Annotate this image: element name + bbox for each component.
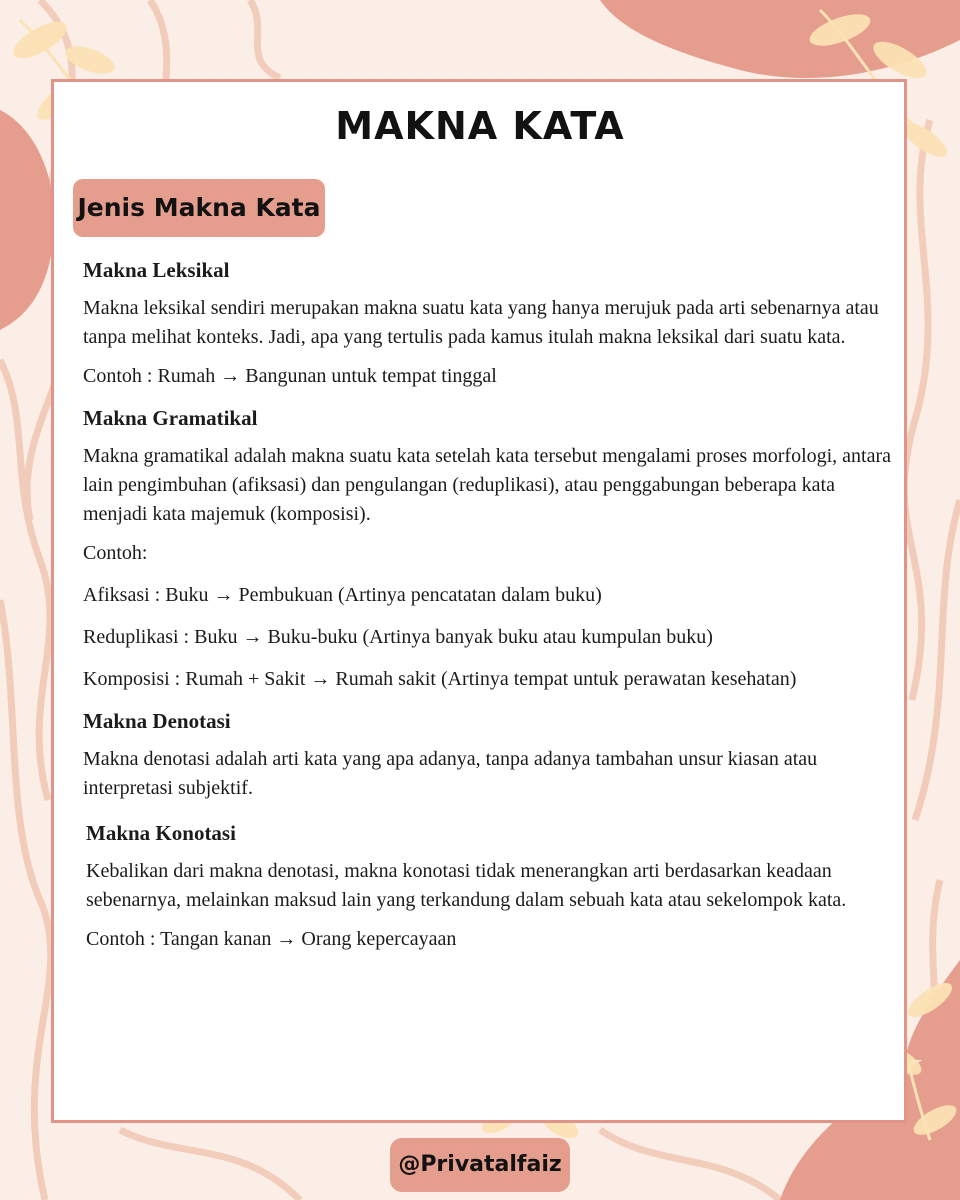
heading-gramatikal: Makna Gramatikal <box>83 406 258 430</box>
heading-konotasi: Makna Konotasi <box>86 821 236 845</box>
section-label: Jenis Makna Kata <box>73 179 325 237</box>
heading-leksikal: Makna Leksikal <box>83 258 230 282</box>
paragraph-denotasi: Makna denotasi adalah arti kata yang apa adanya, tanpa adanya tambahan unsur kiasan atau interpretasi subjektif. <box>83 748 818 799</box>
paragraph-konotasi: Kebalikan dari makna denotasi, makna konotasi tidak menerangkan arti berdasarkan keadaan sebenarnya, melainkan maksud lain yang terkandung dalam sebuah kata atau sekelompok kata. <box>86 860 847 911</box>
paragraph-leksikal: Makna leksikal sendiri merupakan makna suatu kata yang hanya merujuk pada arti sebenarnya atau tanpa melihat konteks. Jadi, apa yang tertulis pada kamus itulah makna leksikal dari suatu kata. <box>83 297 879 348</box>
konotasi-block <box>86 819 893 954</box>
example-komposisi: Komposisi : Rumah + Sakit → Rumah sakit (Artinya tempat untuk perawatan kesehatan) <box>83 668 797 690</box>
example-afiksasi: Afiksasi : Buku → Pembukuan (Artinya pencatatan dalam buku) <box>83 584 602 606</box>
page-title: MAKNA KATA <box>335 104 625 148</box>
example-konotasi: Contoh : Tangan kanan → Orang kepercayaan <box>86 928 457 950</box>
content-body <box>83 256 893 967</box>
author-handle: @Privatalfaiz <box>390 1138 570 1192</box>
paragraph-gramatikal: Makna gramatikal adalah makna suatu kata setelah kata tersebut mengalami proses morfologi, antara lain pengimbuhan (afiksasi) dan pengulangan (reduplikasi), atau penggabungan beberapa kata menjadi kata majemuk (komposisi). <box>83 445 892 525</box>
heading-denotasi: Makna Denotasi <box>83 709 231 733</box>
example-intro-gramatikal: Contoh: <box>83 542 148 564</box>
example-leksikal: Contoh : Rumah → Bangunan untuk tempat tinggal <box>83 365 497 387</box>
example-reduplikasi: Reduplikasi : Buku → Buku-buku (Artinya banyak buku atau kumpulan buku) <box>83 626 713 648</box>
